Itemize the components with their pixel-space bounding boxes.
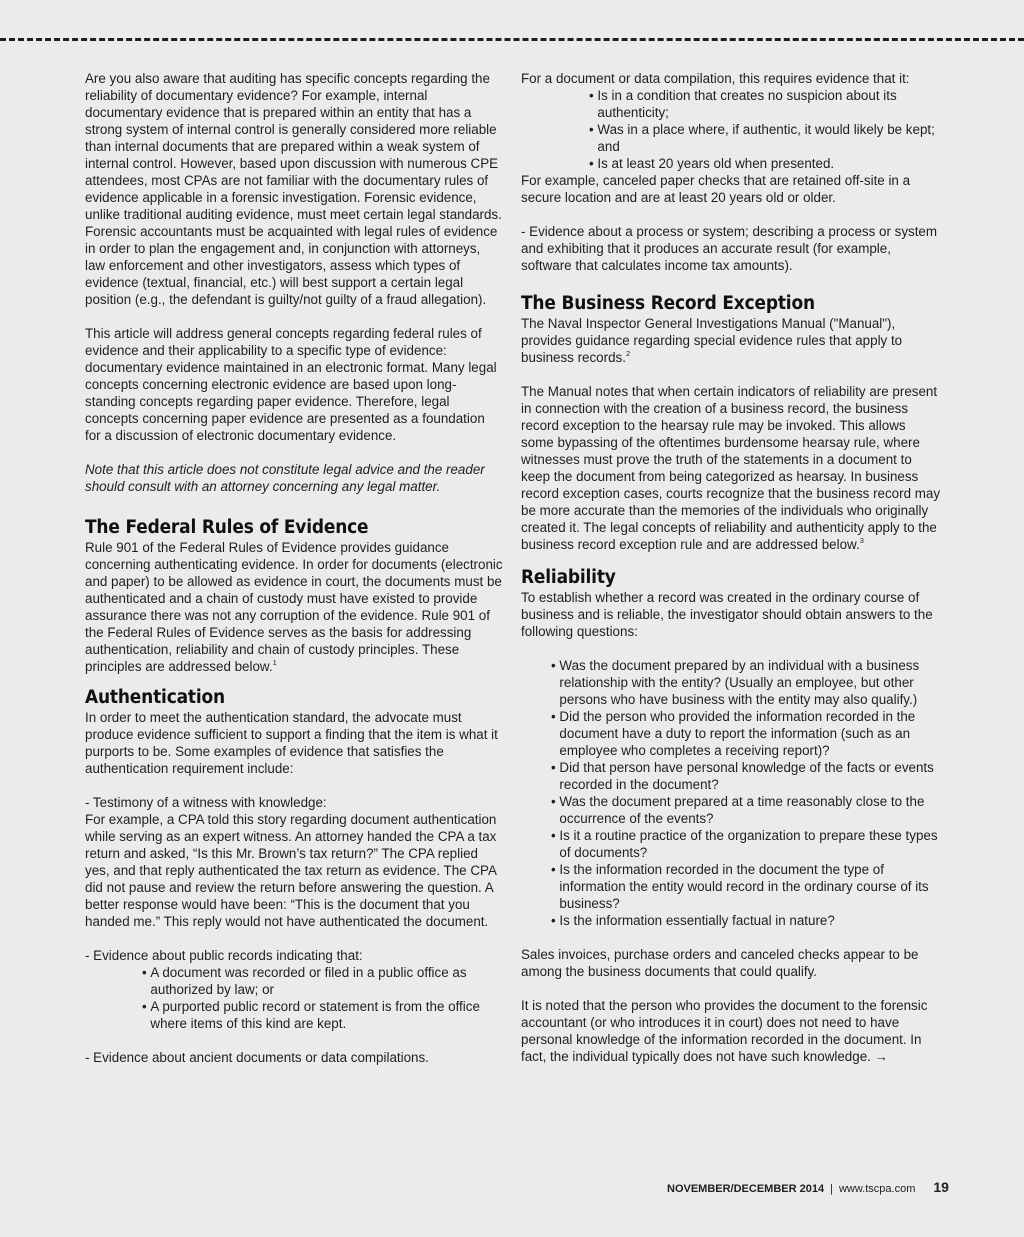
dash-process-system: - Evidence about a process or system; describing a process or system and exhibiting that it produces an accurate result (for example, software that calculates income tax amounts).	[521, 224, 938, 273]
right-column	[521, 70, 941, 1065]
footnote-ref-3: 3	[859, 535, 864, 545]
list-item: • Is in a condition that creates no suspicion about its authenticity;	[589, 88, 897, 120]
site-url: www.tscpa.com	[838, 1183, 916, 1195]
dash-testimony: - Testimony of a witness with knowledge:	[85, 795, 327, 810]
heading-authentication: Authentication	[85, 687, 225, 708]
list-item: • Did the person who provided the information recorded in the document have a duty to report the information (such as an employee who completes a receiving report)?	[551, 709, 916, 758]
heading-reliability: Reliability	[521, 567, 616, 588]
list-item: • Was in a place where, if authentic, it would likely be kept; and	[589, 122, 935, 154]
business-record-paragraph-2: The Manual notes that when certain indicators of reliability are present in connection with the creation of a business record, the business record exception to the hearsay rule may be invoked. This allows some bypassing of the oftentimes burdensome hearsay rule, where witnesses must prove the truth of the statements in a document to keep the document from being categorized as hearsay. In business record exception cases, courts recognize that the business record may be more accurate than the memories of the individuals who originally created it. The legal concepts of reliability and authenticity apply to the business record exception rule and are addressed below.$^3$	[521, 384, 941, 552]
legal-disclaimer: Note that this article does not constitute legal advice and the reader should consult with an attorney concerning any legal matter.	[85, 462, 485, 494]
left-column	[85, 70, 503, 1066]
list-item: • A document was recorded or filed in a public office as authorized by law; or	[142, 965, 467, 997]
list-item: • Is it a routine practice of the organization to prepare these types of documents?	[551, 828, 938, 860]
list-item: • Was the document prepared by an individual with a business relationship with the entity? (Usually an employee, but other persons who have business with the entity may also qualify.)	[551, 658, 920, 707]
heading-business-record: The Business Record Exception	[521, 293, 815, 314]
intro-paragraph: Are you also aware that auditing has specific concepts regarding the reliability of documentary evidence? For example, internal documentary evidence that is prepared within an entity that has a strong system of internal control is generally considered more reliable than internal documents that are prepared within a weak system of internal control. However, based upon discussion with numerous CPE attendees, most CPAs are not familiar with the documentary rules of evidence applicable in a forensic investigation. Forensic evidence, unlike traditional auditing evidence, must meet certain legal standards. Forensic accountants must be acquainted with legal rules of evidence in order to plan the engagement and, in conjunction with attorneys, law enforcement and other investigators, assess which types of evidence (textual, financial, etc.) will best support a certain legal position (e.g., the defendant is guilty/not guilty of a fraud allegation).	[85, 71, 502, 307]
authentication-paragraph: In order to meet the authentication standard, the advocate must produce evidence sufficient to support a finding that the item is what it purports to be. Some examples of evidence that satisfies the authentication requirement include:	[85, 710, 498, 776]
dash-ancient-documents: - Evidence about ancient documents or data compilations.	[85, 1050, 429, 1065]
list-item: • A purported public record or statement is from the office where items of this kind are kept.	[142, 999, 480, 1031]
list-item: • Is at least 20 years old when presented.	[589, 156, 835, 171]
reliability-paragraph: To establish whether a record was created in the ordinary course of business and is reliable, the investigator should obtain answers to the following questions:	[521, 590, 933, 639]
list-item: • Is the information recorded in the document the type of information the entity would record in the ordinary course of its business?	[551, 862, 929, 911]
footnote-ref-1: 1	[272, 657, 277, 667]
list-item: • Was the document prepared at a time reasonably close to the occurrence of the events?	[551, 794, 925, 826]
federal-rules-paragraph: Rule 901 of the Federal Rules of Evidence provides guidance concerning authenticating evidence. In order for documents (electronic and paper) to be allowed as evidence in court, the documents must be authenticated and a chain of custody must have existed to provide assurance there was not any corruption of the evidence. Rule 901 of the Federal Rules of Evidence serves as the basis for addressing authentication, reliability and chain of custody principles. These principles are addressed below.$^1$	[85, 540, 503, 674]
page-number: 19	[933, 1179, 949, 1195]
sales-paragraph: Sales invoices, purchase orders and canceled checks appear to be among the business documents that could qualify.	[521, 947, 919, 979]
list-item: • Is the information essentially factual in nature?	[551, 913, 835, 928]
footer-separator: |	[830, 1183, 833, 1195]
issue-date: NOVEMBER/DECEMBER 2014	[667, 1183, 825, 1195]
list-item: • Did that person have personal knowledge of the facts or events recorded in the document?	[551, 760, 934, 792]
scope-paragraph: This article will address general concepts regarding federal rules of evidence and their applicability to a specific type of evidence: documentary evidence maintained in an electronic format. Many legal concepts concerning electronic evidence are based upon long-standing concepts regarding paper evidence. Therefore, legal concepts concerning paper evidence are presented as a foundation for a discussion of electronic documentary evidence.	[85, 326, 497, 443]
page-footer	[667, 1180, 949, 1196]
testimony-example: For example, a CPA told this story regarding document authentication while serving as an expert witness. An attorney handed the CPA a tax return and asked, “Is this Mr. Brown’s tax return?” The CPA replied yes, and that reply authenticated the tax return as evidence. The CPA did not pause and review the return before answering the question. A better response would have been: “This is the document that you handed me.” This reply would not have authenticated the document.	[85, 812, 497, 929]
heading-federal-rules: The Federal Rules of Evidence	[85, 517, 369, 538]
data-compilation-intro: For a document or data compilation, this requires evidence that it:	[521, 71, 910, 86]
closing-paragraph: It is noted that the person who provides the document to the forensic accountant (or who introduces it in court) does not need to have personal knowledge of the information recorded in the document. In fact, the individual typically does not have such knowledge. →	[521, 998, 928, 1064]
business-record-paragraph-1: The Naval Inspector General Investigations Manual ("Manual"), provides guidance regarding special evidence rules that apply to business records.$^2$	[521, 316, 903, 365]
top-dashed-rule	[0, 38, 1024, 41]
canceled-checks-example: For example, canceled paper checks that are retained off-site in a secure location and are at least 20 years old or older.	[521, 173, 911, 205]
continue-arrow-icon: →	[874, 1049, 888, 1064]
footnote-ref-2: 2	[625, 348, 631, 358]
dash-public-records: - Evidence about public records indicating that:	[85, 948, 363, 963]
